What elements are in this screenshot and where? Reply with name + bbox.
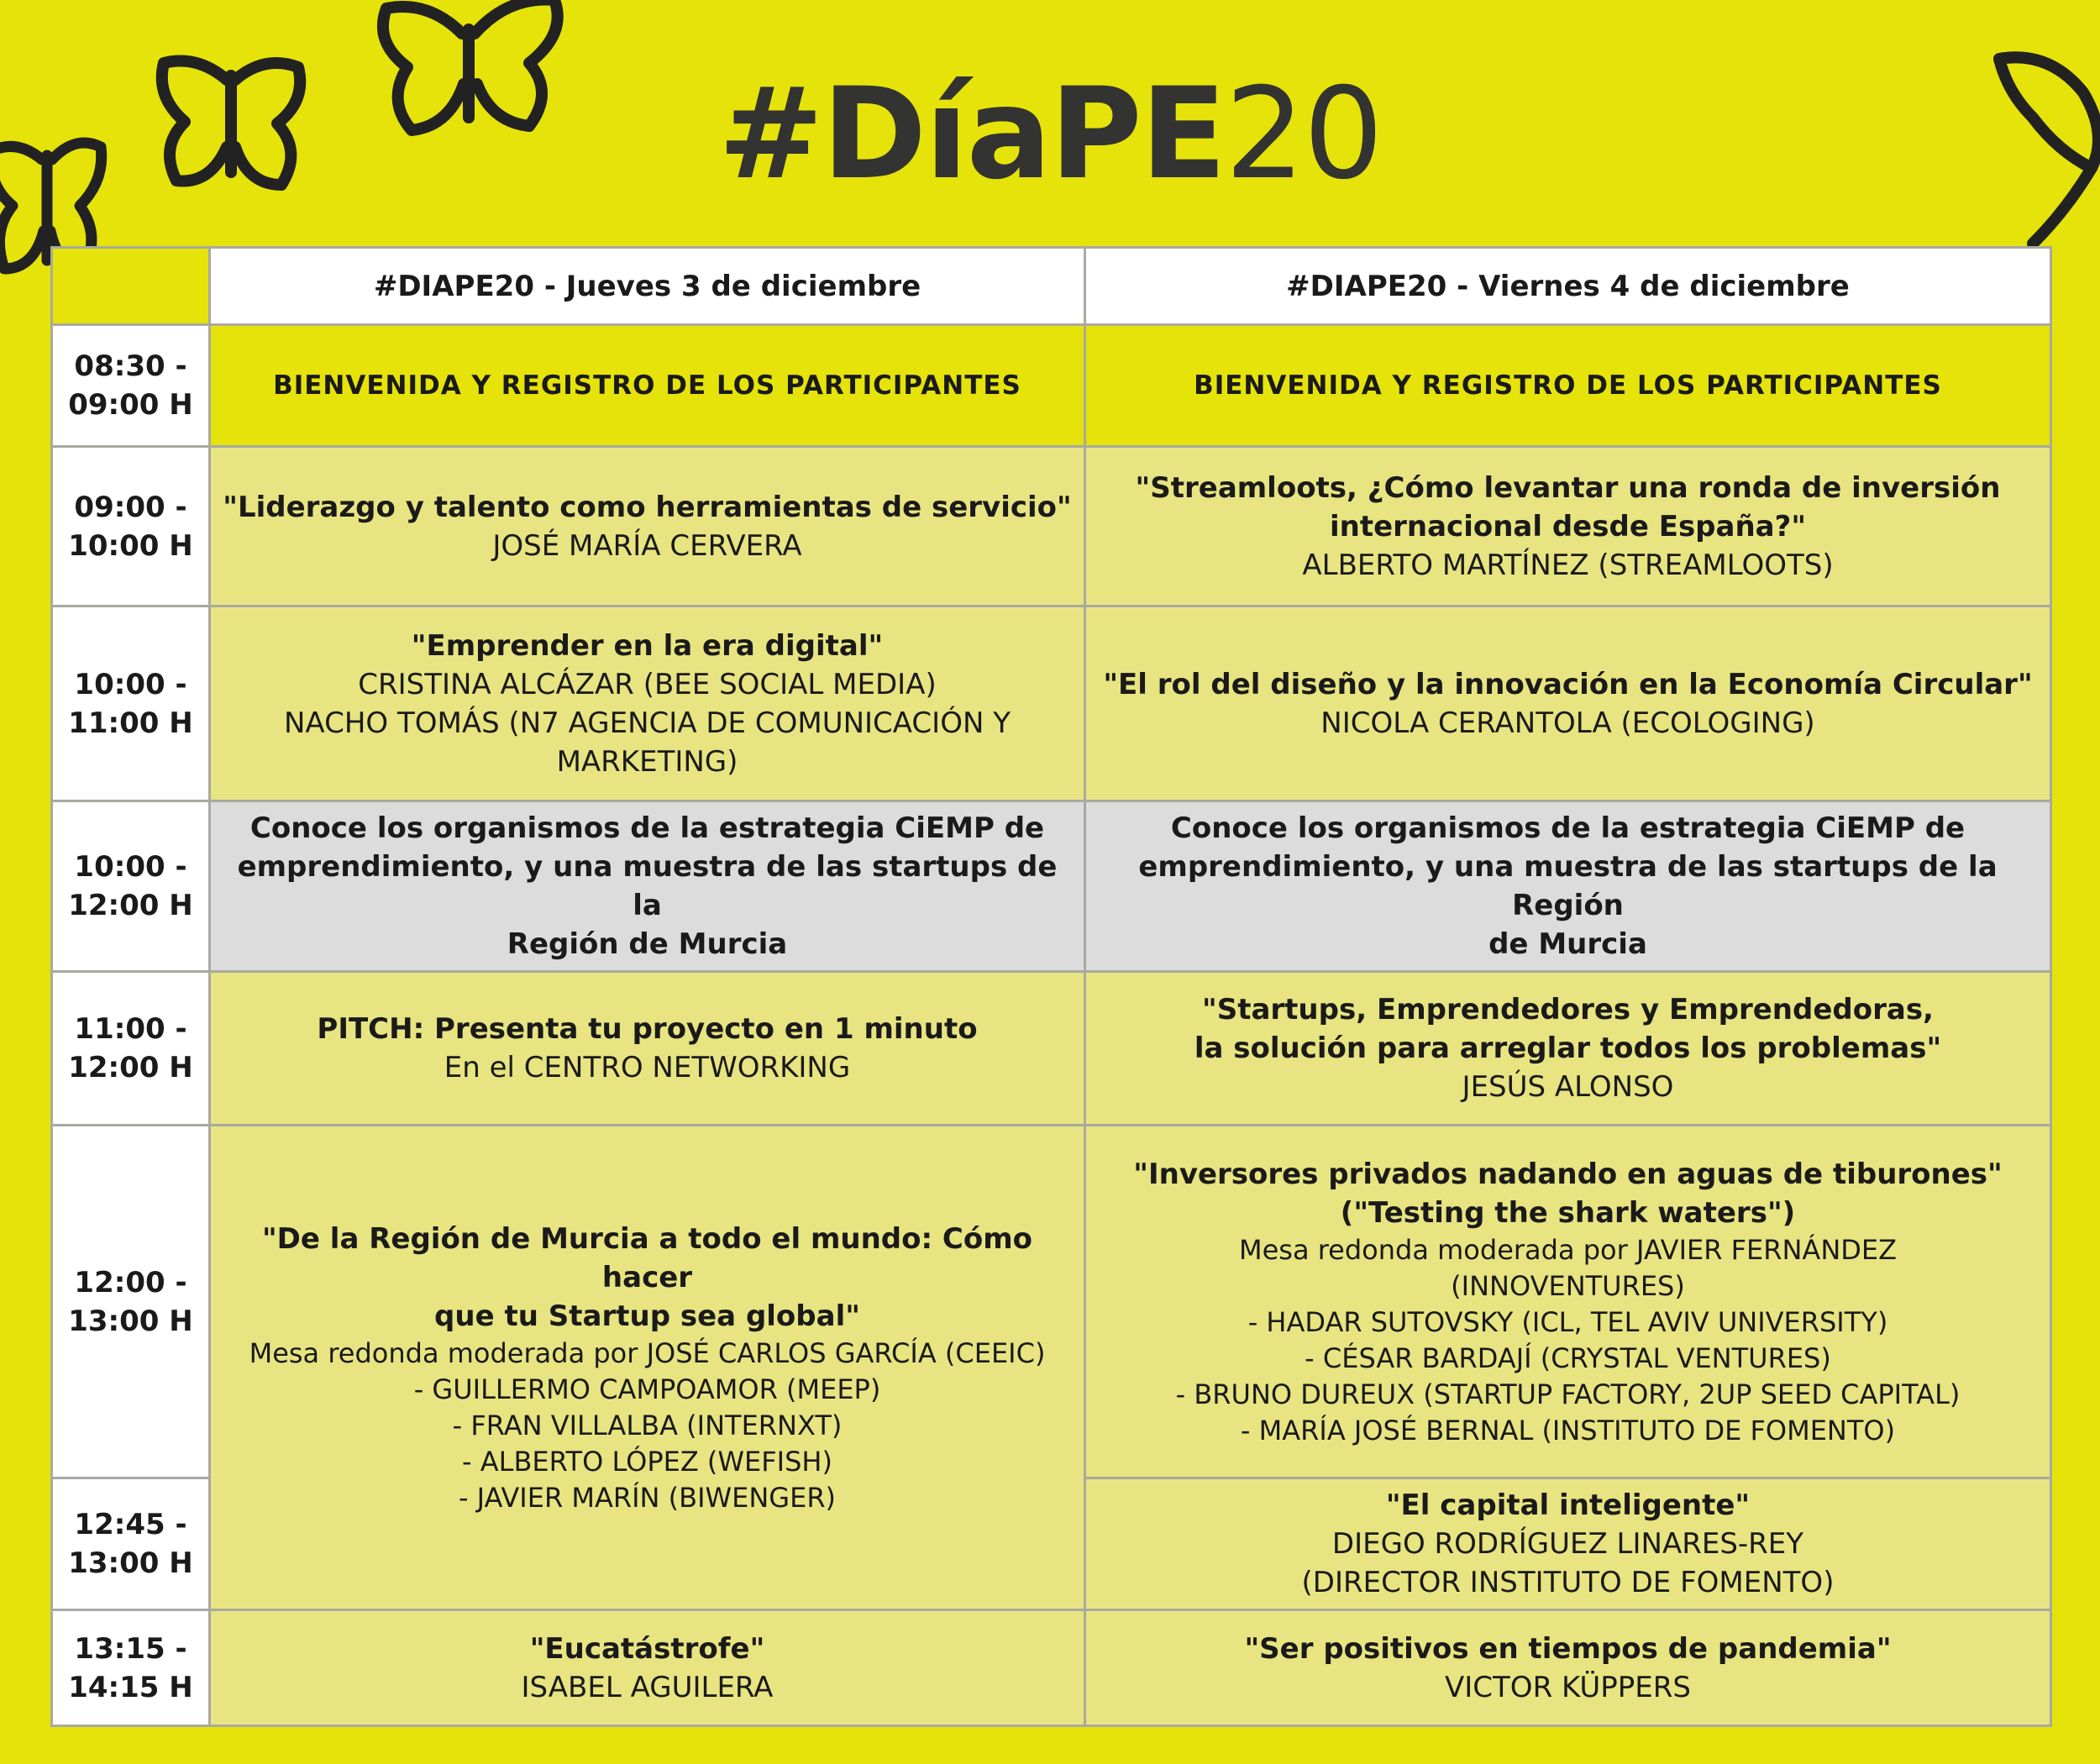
session-speaker: NACHO TOMÁS (N7 AGENCIA DE COMUNICACIÓN Y xyxy=(284,706,1011,740)
session-speaker: VICTOR KÜPPERS xyxy=(1445,1670,1691,1704)
table-row xyxy=(52,606,2051,801)
session-thu-1 xyxy=(210,447,1085,606)
session-fri-2 xyxy=(1085,606,2051,801)
session-speaker: JESÚS ALONSO xyxy=(1462,1070,1674,1104)
session-moderator: Mesa redonda moderada por JOSÉ CARLOS GARCÍA (CEEIC) xyxy=(249,1336,1046,1369)
session-title: Conoce los organismos de la estrategia CiEMP de xyxy=(1170,811,1966,845)
panel-member: - CÉSAR BARDAJÍ (CRYSTAL VENTURES) xyxy=(1305,1341,1831,1374)
table-row xyxy=(52,972,2051,1126)
event-logo xyxy=(0,55,2100,214)
session-thu-3 xyxy=(210,801,1085,972)
session-title: "Emprender en la era digital" xyxy=(411,628,884,663)
corner-cell xyxy=(52,248,210,325)
session-title: Región de Murcia xyxy=(507,927,788,961)
schedule-table xyxy=(50,246,2052,1727)
table-row xyxy=(52,801,2051,972)
session-title: "Startups, Emprendedores y Emprendedoras, xyxy=(1202,993,1934,1026)
session-fri-5 xyxy=(1085,1126,2051,1478)
time-cell: 13:15 - 14:15 H xyxy=(52,1610,210,1726)
session-speaker: DIEGO RODRÍGUEZ LINARES-REY xyxy=(1331,1527,1804,1561)
time-cell: 09:00 - 10:00 H xyxy=(52,447,210,606)
time-cell: 10:00 - 11:00 H xyxy=(52,606,210,801)
session-title: "Ser positivos en tiempos de pandemia" xyxy=(1244,1631,1892,1666)
session-moderator: Mesa redonda moderada por JAVIER FERNÁNDEZ xyxy=(1238,1233,1898,1266)
day-header-friday: #DIAPE20 - Viernes 4 de diciembre xyxy=(1085,248,2051,325)
session-title: la solución para arreglar todos los problemas" xyxy=(1194,1032,1942,1065)
session-thu-2 xyxy=(210,606,1085,801)
session-speaker: CRISTINA ALCÁZAR (BEE SOCIAL MEDIA) xyxy=(358,667,937,701)
panel-member: - ALBERTO LÓPEZ (WEFISH) xyxy=(462,1445,832,1478)
session-fri-4 xyxy=(1085,972,2051,1126)
session-title: PITCH: Presenta tu proyecto en 1 minuto xyxy=(317,1012,978,1046)
time-cell: 08:30 - 09:00 H xyxy=(52,325,210,447)
session-speaker: ISABEL AGUILERA xyxy=(521,1670,774,1704)
session-title: Conoce los organismos de la estrategia CiEMP de xyxy=(249,811,1045,845)
panel-member: - FRAN VILLALBA (INTERNXT) xyxy=(452,1409,843,1441)
session-title: "Streamloots, ¿Cómo levantar una ronda de inversión xyxy=(1135,470,2001,505)
logo-bold: #DíaPE xyxy=(717,61,1226,207)
session-speaker: (DIRECTOR INSTITUTO DE FOMENTO) xyxy=(1301,1566,1835,1599)
panel-member: - HADAR SUTOVSKY (ICL, TEL AVIV UNIVERSITY) xyxy=(1247,1305,1888,1338)
session-title: "Eucatástrofe" xyxy=(529,1631,765,1666)
session-title: de Murcia xyxy=(1488,927,1647,961)
session-speaker: JOSÉ MARÍA CERVERA xyxy=(492,528,802,563)
session-thu-4 xyxy=(210,972,1085,1126)
time-cell: 11:00 - 12:00 H xyxy=(52,972,210,1126)
session-fri-6 xyxy=(1085,1478,2051,1610)
table-row xyxy=(52,447,2051,606)
logo-light: 20 xyxy=(1225,61,1383,207)
welcome-thursday: BIENVENIDA Y REGISTRO DE LOS PARTICIPANTES xyxy=(210,325,1085,447)
session-fri-1 xyxy=(1085,447,2051,606)
time-cell: 12:00 - 13:00 H xyxy=(52,1126,210,1478)
session-title: "Liderazgo y talento como herramientas de servicio" xyxy=(223,490,1072,524)
session-title: emprendimiento, y una muestra de las startups de la Región xyxy=(1138,850,1998,922)
session-subtitle: En el CENTRO NETWORKING xyxy=(444,1051,851,1084)
table-header-row xyxy=(52,248,2051,325)
session-title: "El capital inteligente" xyxy=(1385,1488,1751,1522)
session-thu-5 xyxy=(210,1126,1085,1610)
time-cell: 10:00 - 12:00 H xyxy=(52,801,210,972)
session-moderator: (INNOVENTURES) xyxy=(1451,1269,1685,1302)
session-title: "El rol del diseño y la innovación en la Economía Circular" xyxy=(1103,667,2033,701)
table-row xyxy=(52,325,2051,447)
session-thu-6 xyxy=(210,1610,1085,1726)
table-row xyxy=(52,1610,2051,1726)
session-title: "Inversores privados nadando en aguas de tiburones" xyxy=(1133,1157,2003,1191)
session-title: internacional desde España?" xyxy=(1329,509,1807,543)
session-fri-7 xyxy=(1085,1610,2051,1726)
panel-member: - BRUNO DUREUX (STARTUP FACTORY, 2UP SEED CAPITAL) xyxy=(1175,1378,1961,1410)
day-header-thursday: #DIAPE20 - Jueves 3 de diciembre xyxy=(210,248,1085,325)
time-cell: 12:45 - 13:00 H xyxy=(52,1478,210,1610)
session-speaker: NICOLA CERANTOLA (ECOLOGING) xyxy=(1320,706,1815,740)
panel-member: - MARÍA JOSÉ BERNAL (INSTITUTO DE FOMENTO) xyxy=(1240,1414,1896,1446)
panel-member: - GUILLERMO CAMPOAMOR (MEEP) xyxy=(413,1373,881,1405)
welcome-friday: BIENVENIDA Y REGISTRO DE LOS PARTICIPANTES xyxy=(1085,325,2051,447)
session-title: "De la Región de Murcia a todo el mundo: Cómo hacer xyxy=(261,1221,1033,1294)
session-speaker: MARKETING) xyxy=(556,744,738,779)
panel-member: - JAVIER MARÍN (BIWENGER) xyxy=(458,1481,837,1514)
table-row xyxy=(52,1126,2051,1478)
session-fri-3 xyxy=(1085,801,2051,972)
session-title: ("Testing the shark waters") xyxy=(1340,1195,1796,1230)
session-title: que tu Startup sea global" xyxy=(434,1299,860,1333)
session-speaker: ALBERTO MARTÍNEZ (STREAMLOOTS) xyxy=(1302,548,1834,582)
session-title: emprendimiento, y una muestra de las startups de la xyxy=(237,850,1058,922)
